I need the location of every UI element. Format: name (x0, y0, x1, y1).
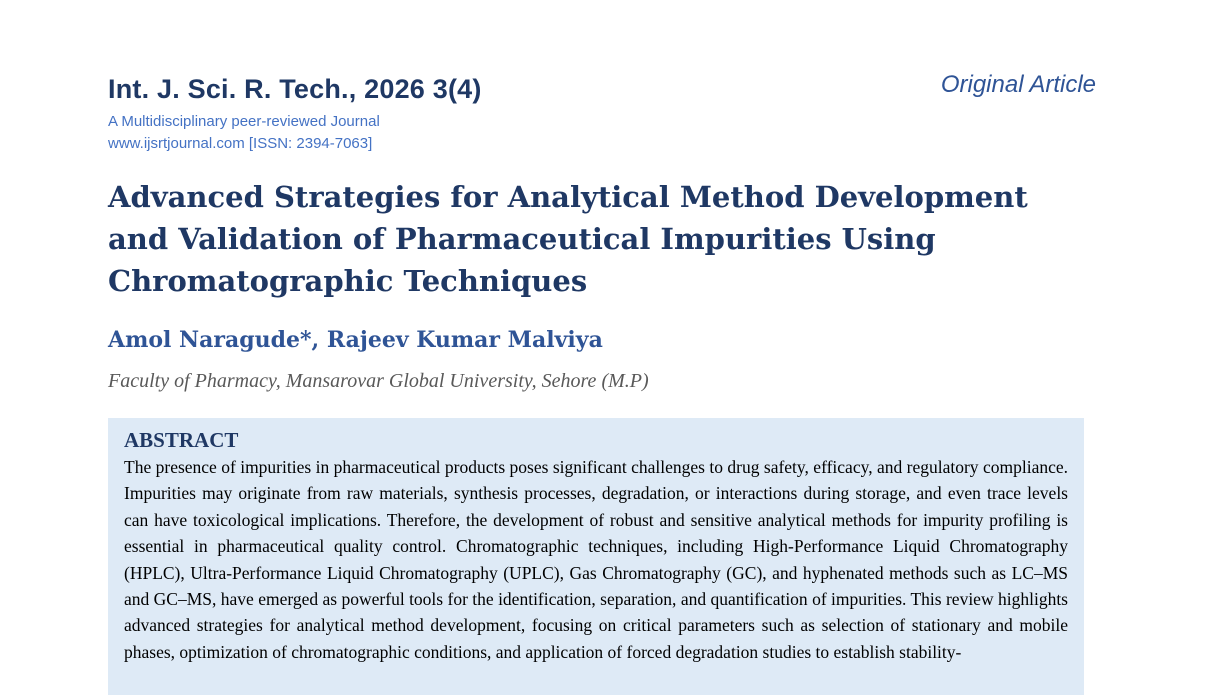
author-affiliation: Faculty of Pharmacy, Mansarovar Global University, Sehore (M.P) (108, 370, 649, 392)
article-type-label: Original Article (940, 71, 1096, 98)
abstract-text: The presence of impurities in pharmaceutical products poses significant challenges to drug safety, efficacy, and regulatory compliance. Impurities may originate from raw materials, synthesis processes, degradation, or interactions during storage, and even trace levels can have toxicological implications. Therefore, the development of robust and sensitive analytical methods for impurity profiling is essential in pharmaceutical quality control. Chromatographic techniques, including High-Performance Liquid Chromatography (HPLC), Ultra-Performance Liquid Chromatography (UPLC), Gas Chromatography (GC), and hyphenated methods such as LC–MS and GC–MS, have emerged as powerful tools for the identification, separation, and quantification of impurities. This review highlights advanced strategies for analytical method development, focusing on critical parameters such as selection of stationary and mobile phases, optimization of chromatographic conditions, and application of forced degradation studies to establish stability- (124, 457, 1068, 662)
abstract-heading: ABSTRACT (124, 428, 239, 452)
journal-tagline: A Multidisciplinary peer-reviewed Journal (108, 113, 380, 130)
author-list: Amol Naragude*, Rajeev Kumar Malviya (108, 327, 603, 353)
paper-title: Advanced Strategies for Analytical Method Development and Validation of Pharmaceutical Impurities Using Chromatographic Techniques (108, 180, 1028, 298)
journal-website-issn[interactable]: www.ijsrtjournal.com [ISSN: 2394-7063] (108, 135, 373, 152)
journal-title: Int. J. Sci. R. Tech., 2026 3(4) (108, 74, 482, 104)
abstract-section (108, 418, 1084, 695)
